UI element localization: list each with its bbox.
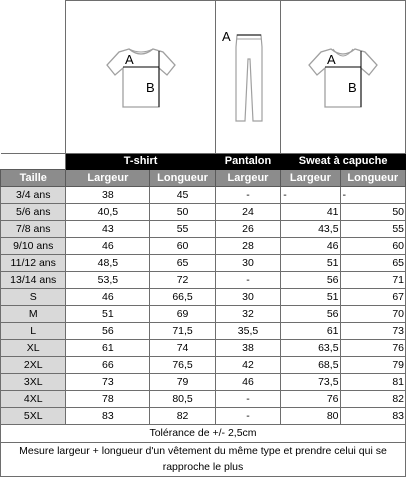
size-row [1, 340, 406, 357]
hoodie-illustration-cell [281, 1, 406, 154]
pants-width-cell: 26 [215, 221, 280, 238]
tshirt-length-cell: 65 [150, 255, 215, 272]
tshirt-length-cell: 50 [150, 204, 215, 221]
size-cell: 2XL [1, 357, 66, 374]
tshirt-width-cell: 46 [66, 238, 150, 255]
hoodie-width-cell: 51 [281, 255, 340, 272]
size-rows [1, 187, 406, 425]
hoodie-label-b: B [348, 80, 357, 95]
size-row [1, 323, 406, 340]
hoodie-length-cell: 82 [340, 391, 405, 408]
tshirt-width-cell: 38 [66, 187, 150, 204]
tshirt-width-cell: 83 [66, 408, 150, 425]
hoodie-width-cell: 63,5 [281, 340, 340, 357]
hoodie-width-cell: 73,5 [281, 374, 340, 391]
header-tshirt-width: Largeur [66, 170, 150, 187]
hoodie-width-cell: 56 [281, 272, 340, 289]
hoodie-label-a: A [327, 52, 336, 67]
hoodie-width-cell: 41 [281, 204, 340, 221]
tshirt-width-cell: 43 [66, 221, 150, 238]
size-cell: 3XL [1, 374, 66, 391]
header-hoodie-width: Largeur [281, 170, 340, 187]
pants-width-cell: - [215, 272, 280, 289]
pants-width-cell: 28 [215, 238, 280, 255]
tshirt-length-cell: 69 [150, 306, 215, 323]
pants-width-cell: 30 [215, 255, 280, 272]
tshirt-length-cell: 72 [150, 272, 215, 289]
size-row [1, 374, 406, 391]
tshirt-length-cell: 45 [150, 187, 215, 204]
size-row [1, 357, 406, 374]
tshirt-length-cell: 79 [150, 374, 215, 391]
size-cell: L [1, 323, 66, 340]
pants-width-cell: 30 [215, 289, 280, 306]
tshirt-width-cell: 73 [66, 374, 150, 391]
tshirt-width-cell: 46 [66, 289, 150, 306]
tshirt-width-cell: 78 [66, 391, 150, 408]
size-cell: M [1, 306, 66, 323]
tshirt-length-cell: 71,5 [150, 323, 215, 340]
hoodie-length-cell: 71 [340, 272, 405, 289]
hoodie-length-cell: 76 [340, 340, 405, 357]
size-row [1, 221, 406, 238]
hoodie-length-cell: 83 [340, 408, 405, 425]
tshirt-width-cell: 61 [66, 340, 150, 357]
size-cell: 9/10 ans [1, 238, 66, 255]
size-cell: 5/6 ans [1, 204, 66, 221]
pants-width-cell: 24 [215, 204, 280, 221]
header-size: Taille [1, 170, 66, 187]
size-cell: S [1, 289, 66, 306]
size-cell: 13/14 ans [1, 272, 66, 289]
pants-width-cell: - [215, 391, 280, 408]
hoodie-length-cell: 50 [340, 204, 405, 221]
tshirt-width-cell: 56 [66, 323, 150, 340]
header-hoodie-length: Longueur [340, 170, 405, 187]
size-row [1, 272, 406, 289]
hoodie-length-cell: 70 [340, 306, 405, 323]
pants-measure-icon [217, 21, 279, 133]
size-row [1, 408, 406, 425]
tshirt-width-cell: 51 [66, 306, 150, 323]
hoodie-length-cell: 65 [340, 255, 405, 272]
instruction-note: Mesure largeur + longueur d'un vêtement du même type et prendre celui qui se rapproche le plus [1, 443, 406, 477]
tshirt-length-cell: 80,5 [150, 391, 215, 408]
size-cell: 7/8 ans [1, 221, 66, 238]
hoodie-width-cell: 80 [281, 408, 340, 425]
tshirt-width-cell: 66 [66, 357, 150, 374]
pants-width-cell: - [215, 187, 280, 204]
size-row [1, 238, 406, 255]
hoodie-measure-icon [303, 37, 383, 117]
size-row [1, 289, 406, 306]
size-cell: 4XL [1, 391, 66, 408]
tshirt-label-a: A [124, 52, 134, 67]
tshirt-label-b: B [145, 80, 155, 95]
corner-blank-cell [1, 1, 66, 154]
hoodie-length-cell: - [340, 187, 405, 204]
size-row [1, 204, 406, 221]
category-blank-cell [1, 154, 66, 170]
pants-width-cell: 38 [215, 340, 280, 357]
size-cell: 5XL [1, 408, 66, 425]
hoodie-length-cell: 73 [340, 323, 405, 340]
hoodie-length-cell: 81 [340, 374, 405, 391]
hoodie-length-cell: 67 [340, 289, 405, 306]
tshirt-width-cell: 53,5 [66, 272, 150, 289]
pants-width-cell: 32 [215, 306, 280, 323]
hoodie-width-cell: 46 [281, 238, 340, 255]
tshirt-length-cell: 74 [150, 340, 215, 357]
hoodie-width-cell: 51 [281, 289, 340, 306]
hoodie-width-cell: 68,5 [281, 357, 340, 374]
tolerance-note: Tolérance de +/- 2,5cm [1, 425, 406, 443]
hoodie-length-cell: 55 [340, 221, 405, 238]
hoodie-width-cell: 56 [281, 306, 340, 323]
header-pants-width: Largeur [215, 170, 280, 187]
pants-width-cell: 46 [215, 374, 280, 391]
hoodie-width-cell: 61 [281, 323, 340, 340]
size-cell: 3/4 ans [1, 187, 66, 204]
hoodie-width-cell: 76 [281, 391, 340, 408]
pants-width-cell: 35,5 [215, 323, 280, 340]
pants-illustration-cell [215, 1, 280, 154]
size-cell: 11/12 ans [1, 255, 66, 272]
pants-width-cell: - [215, 408, 280, 425]
tshirt-length-cell: 82 [150, 408, 215, 425]
header-tshirt-length: Longueur [150, 170, 215, 187]
hoodie-length-cell: 60 [340, 238, 405, 255]
hoodie-length-cell: 79 [340, 357, 405, 374]
category-pants: Pantalon [215, 154, 280, 170]
tshirt-length-cell: 55 [150, 221, 215, 238]
tshirt-measure-icon [101, 37, 181, 117]
size-row [1, 187, 406, 204]
tshirt-length-cell: 76,5 [150, 357, 215, 374]
size-cell: XL [1, 340, 66, 357]
category-hoodie: Sweat à capuche [281, 154, 406, 170]
size-row [1, 391, 406, 408]
pants-width-cell: 42 [215, 357, 280, 374]
tshirt-length-cell: 66,5 [150, 289, 215, 306]
tshirt-illustration-cell [66, 1, 215, 154]
tshirt-width-cell: 40,5 [66, 204, 150, 221]
size-row [1, 255, 406, 272]
tshirt-width-cell: 48,5 [66, 255, 150, 272]
tshirt-length-cell: 60 [150, 238, 215, 255]
hoodie-width-cell: - [281, 187, 340, 204]
hoodie-width-cell: 43,5 [281, 221, 340, 238]
category-tshirt: T-shirt [66, 154, 215, 170]
size-row [1, 306, 406, 323]
pants-label-a: A [221, 29, 231, 44]
